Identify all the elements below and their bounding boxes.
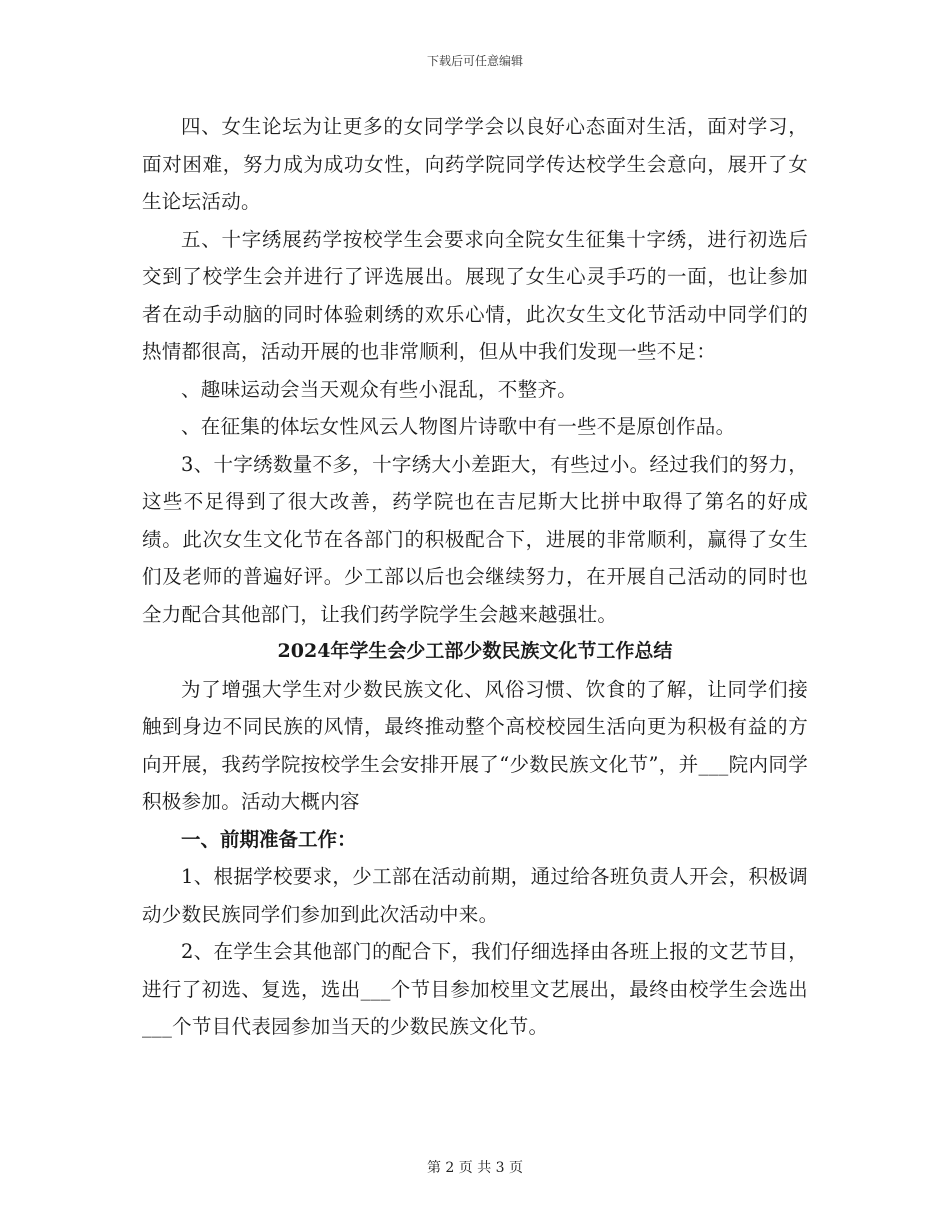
paragraph-shortcoming-1: 、趣味运动会当天观众有些小混乱，不整齐。 [181,377,578,401]
page-footer-number: 第 2 页 共 3 页 [426,1160,524,1176]
paragraph-shortcoming-3: 3、十字绣数量不多，十字绣大小差距大，有些过小。经过我们的努力，这些不足得到了很大改善，药学院也在吉尼斯大比拼中取得了第名的好成绩。此次女生文化节在各部门的积极配合下，进展的非常顺利，赢得了女生们及老师的普遍好评。少工部以后也会继续努力，在开展自己活动的同时也全力配合其他部门，让我们药学院学生会越来越强壮。 [142,452,808,626]
section-heading-preparation: 一、前期准备工作： [181,827,357,851]
paragraph-womens-forum: 四、女生论坛为让更多的女同学学会以良好心态面对生活，面对学习，面对困难，努力成为成功女性，向药学院同学传达校学生会意向，展开了女生论坛活动。 [142,115,808,213]
section-title: 2024年学生会少工部少数民族文化节工作总结 [277,640,673,662]
page-header-note: 下载后可任意编辑 [426,54,523,68]
paragraph-prep-1: 1、根据学校要求，少工部在活动前期，通过给各班负责人开会，积极调动少数民族同学们参加到此次活动中来。 [142,865,808,926]
document-body [142,108,808,1046]
paragraph-intro: 为了增强大学生对少数民族文化、风俗习惯、饮食的了解，让同学们接触到身边不同民族的风情，最终推动整个高校校园生活向更为积极有益的方向开展，我药学院按校学生会安排开展了“少数民族文化节”，并___院内同学积极参加。活动大概内容 [142,677,808,813]
paragraph-prep-2: 2、在学生会其他部门的配合下，我们仔细选择由各班上报的文艺节目，进行了初选、复选，选出___个节目参加校里文艺展出，最终由校学生会选出___个节目代表园参加当天的少数民族文化节。 [142,940,808,1038]
paragraph-cross-stitch: 五、十字绣展药学按校学生会要求向全院女生征集十字绣，进行初选后交到了校学生会并进行了评选展出。展现了女生心灵手巧的一面，也让参加者在动手动脑的同时体验刺绣的欢乐心情，此次女生文化节活动中同学们的热情都很高，活动开展的也非常顺利，但从中我们发现一些不足： [142,227,808,363]
paragraph-shortcoming-2: 、在征集的体坛女性风云人物图片诗歌中有一些不是原创作品。 [181,415,736,438]
